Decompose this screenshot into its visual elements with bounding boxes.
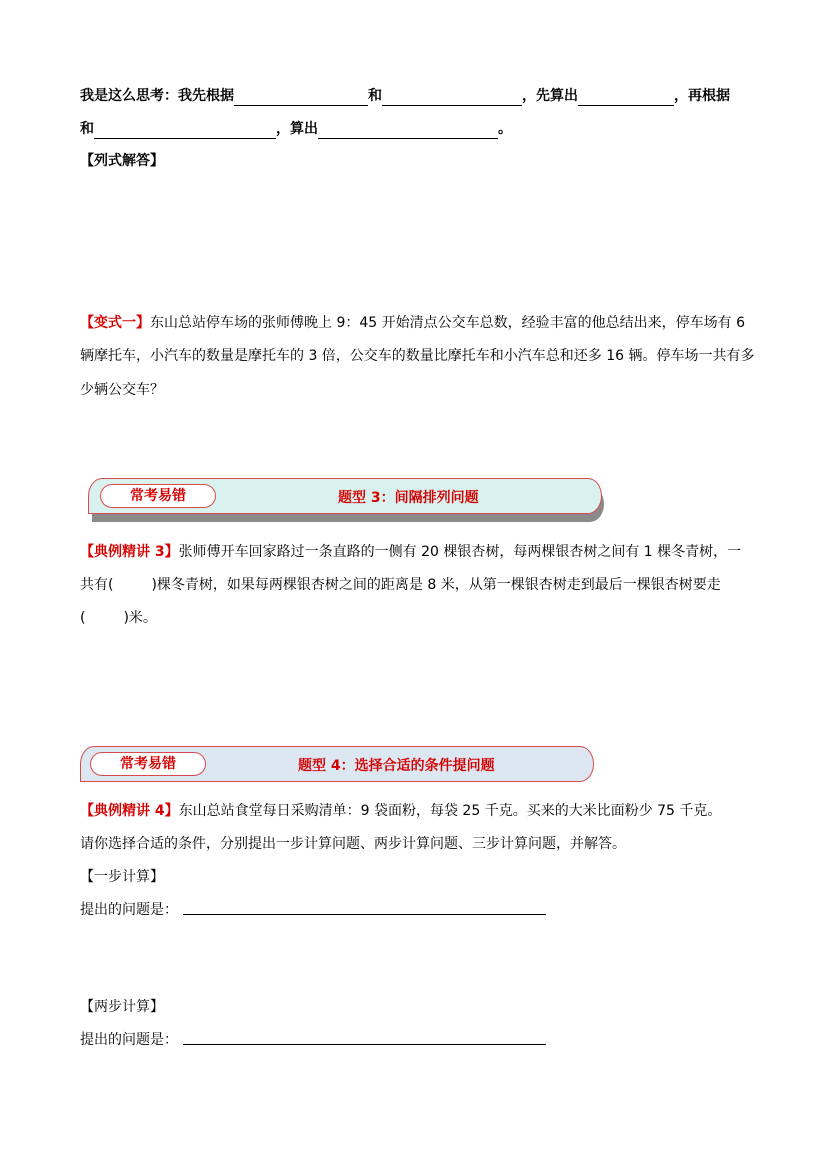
two-step-heading: 【两步计算】 (80, 999, 164, 1015)
example-text: ( (80, 610, 86, 626)
variant1-line-2: 辆摩托车，小汽车的数量是摩托车的 3 倍，公交车的数量比摩托车和小汽车总和还多 16 辆。停车场一共有多 (80, 348, 755, 364)
one-step-answer-line[interactable] (183, 914, 546, 915)
think-line-1 (80, 86, 730, 106)
example-tag: 【典例精讲 4】 (80, 803, 179, 819)
think-text: 和 (368, 88, 382, 104)
example3-line-1 (80, 542, 741, 562)
example-text: 东山总站食堂每日采购清单：9 袋面粉，每袋 25 千克。买来的大米比面粉少 75 千克。 (178, 803, 722, 819)
think-text: ，再根据 (674, 88, 730, 104)
think-text: ，先算出 (522, 88, 578, 104)
two-step-prompt: 提出的问题是： (80, 1032, 178, 1048)
answer-blank[interactable] (382, 91, 522, 106)
variant1-line-1 (80, 313, 745, 333)
example-text: 张师傅开车回家路过一条直路的一侧有 20 棵银杏树，每两棵银杏树之间有 1 棵冬青树，一 (178, 544, 742, 560)
banner-pill: 常考易错 (90, 752, 206, 776)
think-line-2 (80, 119, 512, 139)
think-text: 。 (498, 121, 512, 137)
variant-text: 东山总站停车场的张师傅晚上 9：45 开始清点公交车总数，经验丰富的他总结出来，停车场有 6 (150, 315, 745, 331)
section-banner-3 (88, 478, 608, 524)
variant-tag: 【变式一】 (80, 315, 150, 331)
example3-line-2 (80, 575, 721, 595)
answer-blank[interactable] (94, 124, 276, 139)
section-banner-4 (80, 746, 596, 784)
example-text: )棵冬青树，如果每两棵银杏树之间的距离是 8 米，从第一棵银杏树走到最后一棵银杏树要走 (151, 577, 721, 593)
one-step-heading: 【一步计算】 (80, 869, 164, 885)
example3-line-3 (80, 608, 157, 628)
think-text: 我是这么思考：我先根据 (80, 88, 234, 104)
example-tag: 【典例精讲 3】 (80, 544, 179, 560)
example-text: 共有( (80, 577, 114, 593)
example-text: )米。 (123, 610, 157, 626)
think-text: 和 (80, 121, 94, 137)
banner-pill: 常考易错 (100, 484, 216, 508)
variant1-line-3: 少辆公交车？ (80, 382, 164, 398)
answer-blank[interactable] (318, 124, 498, 139)
example4-line-1 (80, 801, 721, 821)
one-step-prompt: 提出的问题是： (80, 902, 178, 918)
two-step-answer-line[interactable] (183, 1044, 546, 1045)
answer-blank[interactable] (578, 91, 674, 106)
banner-title: 题型 3：间隔排列问题 (338, 490, 479, 506)
solve-heading: 【列式解答】 (80, 153, 164, 169)
banner-title: 题型 4：选择合适的条件提问题 (298, 758, 495, 774)
think-text: ，算出 (276, 121, 318, 137)
example4-line-2: 请你选择合适的条件，分别提出一步计算问题、两步计算问题、三步计算问题，并解答。 (80, 836, 626, 852)
answer-blank[interactable] (234, 91, 368, 106)
